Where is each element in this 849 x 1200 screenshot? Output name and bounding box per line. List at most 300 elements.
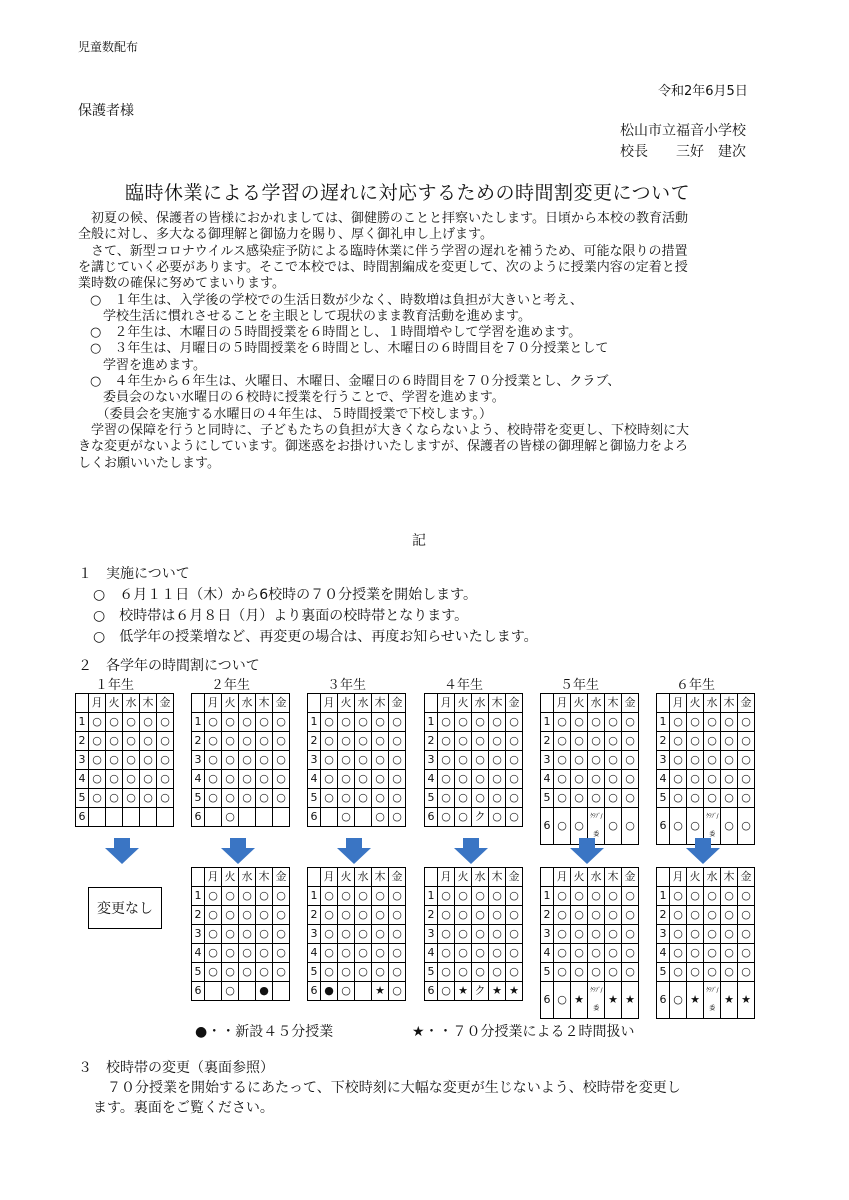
corner-cell bbox=[308, 868, 321, 887]
period-number: 3 bbox=[657, 925, 670, 944]
timetable-cell: ○ bbox=[588, 906, 605, 925]
period-number: 1 bbox=[425, 713, 438, 732]
period-number: 5 bbox=[192, 963, 205, 982]
timetable-cell: ○ bbox=[455, 963, 472, 982]
timetable-cell: ○ bbox=[157, 751, 174, 770]
corner-cell bbox=[657, 868, 670, 887]
section1-heading: １ 実施について bbox=[78, 566, 190, 582]
day-header: 月 bbox=[554, 694, 571, 713]
timetable-cell: ○ bbox=[472, 713, 489, 732]
day-header: 火 bbox=[687, 694, 704, 713]
day-header: 月 bbox=[205, 868, 222, 887]
timetable-cell: ○ bbox=[670, 770, 687, 789]
timetable-cell: ○ bbox=[622, 808, 639, 845]
timetable-cell: ○ bbox=[222, 963, 239, 982]
timetable-cell: ○ bbox=[338, 808, 355, 827]
timetable-cell: ○ bbox=[355, 944, 372, 963]
timetable-cell: ○ bbox=[321, 713, 338, 732]
timetable-cell: ○ bbox=[605, 887, 622, 906]
timetable-cell: ○ bbox=[738, 925, 755, 944]
day-header: 火 bbox=[222, 694, 239, 713]
period-number: 1 bbox=[192, 713, 205, 732]
timetable-cell: ○ bbox=[205, 732, 222, 751]
timetable-cell: ○ bbox=[571, 770, 588, 789]
legend-70-minute: ★・・７０分授業による２時間扱い bbox=[412, 1024, 635, 1040]
day-header: 火 bbox=[338, 694, 355, 713]
timetable-cell: ○ bbox=[140, 732, 157, 751]
timetable-cell: ○ bbox=[389, 751, 406, 770]
timetable-cell: ○ bbox=[157, 789, 174, 808]
timetable-cell: ○ bbox=[472, 963, 489, 982]
timetable-cell bbox=[205, 982, 222, 1001]
timetable-cell: ○ bbox=[670, 944, 687, 963]
timetable-cell: ○ bbox=[372, 944, 389, 963]
timetable-cell: ○ bbox=[372, 789, 389, 808]
ki-label: 記 bbox=[412, 533, 426, 549]
timetable-cell: ○ bbox=[588, 770, 605, 789]
body-line: 委員会のない水曜日の６校時に授業を行うことで、学習を進めます。 bbox=[90, 390, 505, 406]
day-header: 月 bbox=[554, 868, 571, 887]
timetable-cell bbox=[140, 808, 157, 827]
period-number: 6 bbox=[541, 982, 554, 1019]
period-number: 5 bbox=[657, 789, 670, 808]
timetable-cell: ○ bbox=[157, 713, 174, 732]
timetable-cell: ○ bbox=[438, 808, 455, 827]
timetable-cell: ○ bbox=[704, 906, 721, 925]
timetable-cell: ○ bbox=[222, 732, 239, 751]
timetable-cell: ○ bbox=[721, 770, 738, 789]
timetable-cell: ○ bbox=[321, 751, 338, 770]
timetable-cell: ○ bbox=[605, 808, 622, 845]
timetable-cell: ○ bbox=[554, 906, 571, 925]
timetable-cell: ○ bbox=[738, 751, 755, 770]
day-header: 火 bbox=[222, 868, 239, 887]
period-number: 1 bbox=[192, 887, 205, 906]
timetable-cell: ○ bbox=[472, 906, 489, 925]
timetable-cell: ○ bbox=[622, 713, 639, 732]
after-timetable-grade-5 bbox=[540, 867, 639, 1019]
period-number: 2 bbox=[425, 906, 438, 925]
timetable-cell: ○ bbox=[588, 963, 605, 982]
period-number: 2 bbox=[541, 906, 554, 925]
timetable-cell: ○ bbox=[372, 732, 389, 751]
timetable-cell: ○ bbox=[687, 925, 704, 944]
day-header: 木 bbox=[372, 868, 389, 887]
timetable-cell: ○ bbox=[222, 789, 239, 808]
timetable-cell: ○ bbox=[355, 789, 372, 808]
day-header: 月 bbox=[321, 694, 338, 713]
timetable-cell: ○ bbox=[721, 906, 738, 925]
period-number: 3 bbox=[425, 925, 438, 944]
period-number: 6 bbox=[541, 808, 554, 845]
body-line: （委員会を実施する水曜日の４年生は、５時間授業で下校します。） bbox=[90, 406, 492, 422]
timetable-cell: ○ bbox=[389, 982, 406, 1001]
day-header: 木 bbox=[256, 694, 273, 713]
period-number: 5 bbox=[76, 789, 89, 808]
timetable-cell: ○ bbox=[239, 751, 256, 770]
period-number: 5 bbox=[425, 789, 438, 808]
timetable-cell: ○ bbox=[472, 925, 489, 944]
timetable-cell: ○ bbox=[670, 732, 687, 751]
timetable-cell: ○ bbox=[687, 713, 704, 732]
timetable-cell: ○ bbox=[622, 944, 639, 963]
before-timetable-grade-3 bbox=[307, 693, 406, 827]
period-number: 4 bbox=[541, 944, 554, 963]
timetable-cell: ○ bbox=[489, 808, 506, 827]
timetable-cell bbox=[239, 808, 256, 827]
timetable-cell: ○ bbox=[605, 751, 622, 770]
period-number: 3 bbox=[192, 751, 205, 770]
timetable-cell: ○ bbox=[721, 751, 738, 770]
period-number: 6 bbox=[308, 982, 321, 1001]
timetable-cell: ★ bbox=[571, 982, 588, 1019]
timetable-cell: ○ bbox=[273, 963, 290, 982]
body-line: さて、新型コロナウイルス感染症予防による臨時休業に伴う学習の遅れを補うため、可能な限りの措置 bbox=[78, 243, 688, 259]
timetable-cell: ○ bbox=[687, 906, 704, 925]
timetable-cell: ○ bbox=[489, 906, 506, 925]
timetable-cell: ○ bbox=[571, 808, 588, 845]
period-number: 1 bbox=[425, 887, 438, 906]
timetable-cell: ○ bbox=[438, 925, 455, 944]
day-header: 木 bbox=[489, 694, 506, 713]
timetable-cell: ○ bbox=[338, 944, 355, 963]
timetable-cell: ○ bbox=[721, 713, 738, 732]
timetable-cell: ○ bbox=[472, 751, 489, 770]
timetable-cell: ○ bbox=[506, 732, 523, 751]
day-header: 水 bbox=[472, 868, 489, 887]
timetable-cell: ○ bbox=[554, 963, 571, 982]
timetable-cell: ○ bbox=[438, 770, 455, 789]
timetable-cell: ○ bbox=[489, 732, 506, 751]
timetable-cell: ○ bbox=[588, 944, 605, 963]
before-timetable-grade-2 bbox=[191, 693, 290, 827]
timetable-cell: ○ bbox=[438, 906, 455, 925]
period-number: 2 bbox=[192, 906, 205, 925]
timetable-cell: ○ bbox=[372, 906, 389, 925]
timetable-cell: ○ bbox=[338, 751, 355, 770]
timetable-cell: ｸﾗﾌﾞ/委 bbox=[704, 982, 721, 1019]
timetable-cell: ○ bbox=[222, 982, 239, 1001]
timetable-cell: ○ bbox=[338, 713, 355, 732]
day-header: 木 bbox=[721, 868, 738, 887]
corner-cell bbox=[541, 868, 554, 887]
period-number: 3 bbox=[541, 751, 554, 770]
timetable-cell: ○ bbox=[554, 713, 571, 732]
timetable-cell: ○ bbox=[721, 789, 738, 808]
down-arrow-icon bbox=[105, 838, 139, 864]
body-line: 学習を進めます。 bbox=[90, 357, 206, 373]
day-header: 火 bbox=[338, 868, 355, 887]
addressee: 保護者様 bbox=[78, 103, 134, 119]
timetable-cell: ○ bbox=[605, 944, 622, 963]
timetable-cell: ○ bbox=[588, 732, 605, 751]
period-number: 4 bbox=[192, 770, 205, 789]
body-line: ○ ３年生は、月曜日の５時間授業を６時間とし、木曜日の６時間目を７０分授業として bbox=[90, 341, 609, 357]
timetable-cell: ○ bbox=[256, 963, 273, 982]
timetable-cell: ○ bbox=[687, 751, 704, 770]
timetable-cell: ○ bbox=[205, 963, 222, 982]
timetable-cell: ○ bbox=[321, 944, 338, 963]
timetable-cell: ○ bbox=[256, 732, 273, 751]
timetable-cell: ○ bbox=[455, 906, 472, 925]
day-header: 水 bbox=[355, 868, 372, 887]
grade-label: ２年生 bbox=[211, 678, 251, 693]
timetable-cell: ○ bbox=[338, 732, 355, 751]
timetable-cell: ○ bbox=[554, 925, 571, 944]
timetable-cell: ○ bbox=[273, 789, 290, 808]
timetable-cell: ○ bbox=[571, 887, 588, 906]
timetable-cell: ○ bbox=[687, 808, 704, 845]
day-header: 水 bbox=[588, 694, 605, 713]
legend-new-class: ●・・新設４５分授業 bbox=[195, 1024, 334, 1040]
timetable-cell: ○ bbox=[338, 770, 355, 789]
period-number: 5 bbox=[308, 789, 321, 808]
timetable-cell: ○ bbox=[489, 770, 506, 789]
period-number: 3 bbox=[541, 925, 554, 944]
timetable-cell bbox=[157, 808, 174, 827]
period-number: 2 bbox=[192, 732, 205, 751]
timetable-cell: ○ bbox=[205, 789, 222, 808]
period-number: 1 bbox=[76, 713, 89, 732]
period-number: 6 bbox=[425, 982, 438, 1001]
timetable-cell: ○ bbox=[472, 789, 489, 808]
period-number: 2 bbox=[308, 906, 321, 925]
timetable-cell: ○ bbox=[205, 713, 222, 732]
timetable-cell: ○ bbox=[140, 713, 157, 732]
timetable-cell: ○ bbox=[506, 906, 523, 925]
timetable-cell: ○ bbox=[622, 789, 639, 808]
timetable-cell: ○ bbox=[721, 808, 738, 845]
timetable-cell: ○ bbox=[355, 751, 372, 770]
timetable-cell: ○ bbox=[571, 751, 588, 770]
timetable-cell: ○ bbox=[738, 887, 755, 906]
timetable-cell: ○ bbox=[256, 887, 273, 906]
timetable-cell: ○ bbox=[239, 887, 256, 906]
before-timetable-grade-1 bbox=[75, 693, 174, 827]
timetable-cell: ○ bbox=[622, 770, 639, 789]
day-header: 木 bbox=[140, 694, 157, 713]
timetable-cell: ○ bbox=[670, 925, 687, 944]
down-arrow-icon bbox=[570, 838, 604, 864]
timetable-cell: ○ bbox=[588, 713, 605, 732]
timetable-cell: ○ bbox=[123, 713, 140, 732]
timetable-cell: ○ bbox=[588, 925, 605, 944]
corner-cell bbox=[308, 694, 321, 713]
timetable-cell: ○ bbox=[389, 963, 406, 982]
day-header: 金 bbox=[506, 694, 523, 713]
body-line: を講じていく必要があります。そこで本校では、時間割編成を変更して、次のように授業内容の定着と授 bbox=[78, 259, 688, 275]
timetable-cell: ○ bbox=[605, 732, 622, 751]
section1-item: ○ 校時帯は６月８日（月）より裏面の校時帯となります。 bbox=[93, 608, 469, 624]
timetable-cell: ○ bbox=[389, 770, 406, 789]
timetable-cell: ○ bbox=[338, 963, 355, 982]
timetable-cell: ○ bbox=[489, 789, 506, 808]
timetable-cell: ○ bbox=[355, 732, 372, 751]
timetable-cell: ○ bbox=[222, 944, 239, 963]
timetable-cell: ○ bbox=[571, 713, 588, 732]
timetable-cell: ○ bbox=[489, 944, 506, 963]
period-number: 4 bbox=[541, 770, 554, 789]
timetable-cell: ○ bbox=[738, 944, 755, 963]
day-header: 木 bbox=[605, 694, 622, 713]
timetable-cell: ○ bbox=[321, 887, 338, 906]
timetable-cell: ○ bbox=[738, 732, 755, 751]
timetable-cell: ○ bbox=[89, 713, 106, 732]
timetable-cell: ○ bbox=[571, 906, 588, 925]
timetable-cell: ○ bbox=[372, 963, 389, 982]
timetable-cell: ○ bbox=[670, 789, 687, 808]
day-header: 木 bbox=[256, 868, 273, 887]
day-header: 金 bbox=[622, 694, 639, 713]
corner-cell bbox=[425, 694, 438, 713]
period-number: 4 bbox=[657, 944, 670, 963]
timetable-cell: ○ bbox=[355, 713, 372, 732]
period-number: 5 bbox=[657, 963, 670, 982]
timetable-cell: ○ bbox=[438, 713, 455, 732]
timetable-cell: ｸﾗﾌﾞ/委 bbox=[588, 982, 605, 1019]
body-line: ○ ２年生は、木曜日の５時間授業を６時間とし、１時間増やして学習を進めます。 bbox=[90, 325, 582, 341]
day-header: 水 bbox=[704, 868, 721, 887]
day-header: 金 bbox=[273, 694, 290, 713]
timetable-cell: ○ bbox=[89, 789, 106, 808]
timetable-cell: ○ bbox=[506, 944, 523, 963]
timetable-cell: ○ bbox=[239, 732, 256, 751]
day-header: 月 bbox=[205, 694, 222, 713]
section3-heading: ３ 校時帯の変更（裏面参照） bbox=[78, 1060, 274, 1076]
timetable-cell: ○ bbox=[605, 770, 622, 789]
timetable-cell: ○ bbox=[273, 906, 290, 925]
timetable-cell: ○ bbox=[222, 713, 239, 732]
timetable-cell: ○ bbox=[721, 963, 738, 982]
timetable-cell: ○ bbox=[554, 887, 571, 906]
timetable-cell: ○ bbox=[738, 963, 755, 982]
timetable-cell: ○ bbox=[205, 887, 222, 906]
timetable-cell: ○ bbox=[205, 770, 222, 789]
timetable-cell: ○ bbox=[506, 925, 523, 944]
timetable-cell: ○ bbox=[239, 925, 256, 944]
timetable-cell: ○ bbox=[704, 963, 721, 982]
timetable-cell: ★ bbox=[489, 982, 506, 1001]
timetable-cell: ○ bbox=[489, 751, 506, 770]
timetable-cell: ○ bbox=[571, 732, 588, 751]
timetable-cell: ○ bbox=[704, 713, 721, 732]
timetable-cell: ○ bbox=[721, 925, 738, 944]
timetable-cell: ○ bbox=[222, 770, 239, 789]
period-number: 2 bbox=[425, 732, 438, 751]
timetable-cell: ○ bbox=[205, 944, 222, 963]
timetable-cell: ○ bbox=[106, 770, 123, 789]
timetable-cell: ○ bbox=[704, 925, 721, 944]
timetable-cell: ○ bbox=[670, 906, 687, 925]
timetable-cell: ○ bbox=[687, 732, 704, 751]
timetable-cell: ● bbox=[321, 982, 338, 1001]
timetable-cell: ○ bbox=[571, 925, 588, 944]
period-number: 2 bbox=[657, 906, 670, 925]
timetable-cell: ○ bbox=[239, 906, 256, 925]
period-number: 6 bbox=[192, 808, 205, 827]
before-timetable-grade-5 bbox=[540, 693, 639, 845]
period-number: 3 bbox=[308, 751, 321, 770]
timetable-cell bbox=[321, 808, 338, 827]
after-timetable-grade-3 bbox=[307, 867, 406, 1001]
day-header: 月 bbox=[89, 694, 106, 713]
timetable-cell: ○ bbox=[738, 713, 755, 732]
day-header: 火 bbox=[455, 694, 472, 713]
timetable-cell: ○ bbox=[338, 789, 355, 808]
period-number: 6 bbox=[192, 982, 205, 1001]
before-timetable-grade-6 bbox=[656, 693, 755, 845]
timetable-cell bbox=[239, 982, 256, 1001]
period-number: 6 bbox=[657, 982, 670, 1019]
timetable-cell: ○ bbox=[605, 963, 622, 982]
timetable-cell: ○ bbox=[472, 887, 489, 906]
timetable-cell: ○ bbox=[273, 925, 290, 944]
period-number: 1 bbox=[308, 887, 321, 906]
timetable-cell: ○ bbox=[721, 944, 738, 963]
timetable-cell: ○ bbox=[455, 925, 472, 944]
timetable-cell: ○ bbox=[438, 887, 455, 906]
timetable-cell: ○ bbox=[455, 770, 472, 789]
timetable-cell: ○ bbox=[140, 751, 157, 770]
principal-name: 校長 三好 建次 bbox=[620, 144, 746, 160]
down-arrow-icon bbox=[337, 838, 371, 864]
period-number: 3 bbox=[192, 925, 205, 944]
period-number: 2 bbox=[541, 732, 554, 751]
timetable-cell: ○ bbox=[338, 982, 355, 1001]
timetable-cell: ○ bbox=[554, 732, 571, 751]
timetable-cell: ★ bbox=[738, 982, 755, 1019]
timetable-cell: ○ bbox=[372, 770, 389, 789]
timetable-cell: ○ bbox=[256, 751, 273, 770]
day-header: 火 bbox=[455, 868, 472, 887]
corner-cell bbox=[425, 868, 438, 887]
after-timetable-grade-4 bbox=[424, 867, 523, 1001]
timetable-cell: ○ bbox=[256, 789, 273, 808]
timetable-cell: ○ bbox=[389, 944, 406, 963]
timetable-cell bbox=[205, 808, 222, 827]
timetable-cell: ○ bbox=[123, 770, 140, 789]
day-header: 月 bbox=[670, 868, 687, 887]
timetable-cell: ○ bbox=[239, 770, 256, 789]
timetable-cell: ○ bbox=[106, 713, 123, 732]
timetable-cell: ○ bbox=[455, 732, 472, 751]
period-number: 5 bbox=[308, 963, 321, 982]
timetable-cell: ○ bbox=[321, 963, 338, 982]
period-number: 3 bbox=[76, 751, 89, 770]
timetable-cell: ○ bbox=[438, 982, 455, 1001]
timetable-cell bbox=[273, 808, 290, 827]
grade-label: ４年生 bbox=[444, 678, 484, 693]
issue-date: 令和2年6月5日 bbox=[658, 84, 748, 99]
timetable-cell: ○ bbox=[89, 770, 106, 789]
timetable-cell bbox=[355, 982, 372, 1001]
timetable-cell: ○ bbox=[588, 789, 605, 808]
period-number: 4 bbox=[76, 770, 89, 789]
timetable-cell: ○ bbox=[321, 789, 338, 808]
timetable-cell: ○ bbox=[455, 789, 472, 808]
period-number: 4 bbox=[657, 770, 670, 789]
period-number: 6 bbox=[76, 808, 89, 827]
timetable-cell: ○ bbox=[222, 925, 239, 944]
period-number: 4 bbox=[425, 944, 438, 963]
timetable-cell: ｸﾗﾌﾞ/委 bbox=[704, 808, 721, 845]
timetable-cell: ○ bbox=[554, 944, 571, 963]
timetable-cell: ○ bbox=[622, 751, 639, 770]
grade-label: ６年生 bbox=[676, 678, 716, 693]
day-header: 火 bbox=[571, 868, 588, 887]
day-header: 月 bbox=[670, 694, 687, 713]
timetable-cell: ○ bbox=[123, 732, 140, 751]
